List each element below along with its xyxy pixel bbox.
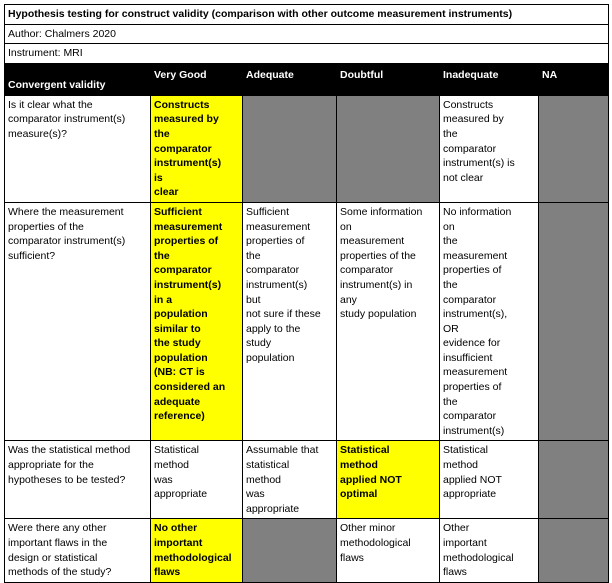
rating-cell: Some information on measurement properties of the comparator instrument(s) in any study population bbox=[337, 202, 440, 441]
rating-cell bbox=[539, 441, 609, 519]
rating-cell bbox=[243, 95, 337, 202]
table-row bbox=[5, 441, 609, 519]
table-row bbox=[5, 95, 609, 202]
header-adequate: Adequate bbox=[243, 63, 337, 95]
rating-cell bbox=[539, 202, 609, 441]
header-doubtful: Doubtful bbox=[337, 63, 440, 95]
table-row bbox=[5, 519, 609, 582]
rating-cell bbox=[337, 95, 440, 202]
rating-cell: Statistical method applied NOT appropriate bbox=[440, 441, 539, 519]
header-na: NA bbox=[539, 63, 609, 95]
section-label: Convergent validity bbox=[5, 63, 151, 95]
table-row bbox=[5, 202, 609, 441]
instrument-line: Instrument: MRI bbox=[5, 44, 609, 64]
rating-cell: Statistical method was appropriate bbox=[151, 441, 243, 519]
rating-cell: Sufficient measurement properties of the comparator instrument(s) in a population similar to the study population (NB: CT is considered an adequate reference) bbox=[151, 202, 243, 441]
rating-table bbox=[4, 4, 609, 583]
rating-cell: Other minor methodological flaws bbox=[337, 519, 440, 582]
header-very-good: Very Good bbox=[151, 63, 243, 95]
rating-cell: No information on the measurement properties of the comparator instrument(s), OR evidence for insufficient measurement properties of the comparator instrument(s) bbox=[440, 202, 539, 441]
question-cell: Were there any other important flaws in the design or statistical methods of the study? bbox=[5, 519, 151, 582]
rating-cell bbox=[539, 519, 609, 582]
rating-cell: Constructs measured by the comparator instrument(s) is not clear bbox=[440, 95, 539, 202]
table-title: Hypothesis testing for construct validity (comparison with other outcome measurement instruments) bbox=[5, 5, 609, 25]
rating-cell bbox=[243, 519, 337, 582]
header-inadequate: Inadequate bbox=[440, 63, 539, 95]
author-line: Author: Chalmers 2020 bbox=[5, 24, 609, 44]
rating-cell bbox=[539, 95, 609, 202]
rating-cell: Assumable that statistical method was appropriate bbox=[243, 441, 337, 519]
question-cell: Was the statistical method appropriate for the hypotheses to be tested? bbox=[5, 441, 151, 519]
rating-cell: Other important methodological flaws bbox=[440, 519, 539, 582]
question-cell: Is it clear what the comparator instrument(s) measure(s)? bbox=[5, 95, 151, 202]
rating-cell: Sufficient measurement properties of the comparator instrument(s) but not sure if these apply to the study population bbox=[243, 202, 337, 441]
rating-cell: Constructs measured by the comparator instrument(s) is clear bbox=[151, 95, 243, 202]
rating-cell: Statistical method applied NOT optimal bbox=[337, 441, 440, 519]
rating-cell: No other important methodological flaws bbox=[151, 519, 243, 582]
question-cell: Where the measurement properties of the comparator instrument(s) sufficient? bbox=[5, 202, 151, 441]
